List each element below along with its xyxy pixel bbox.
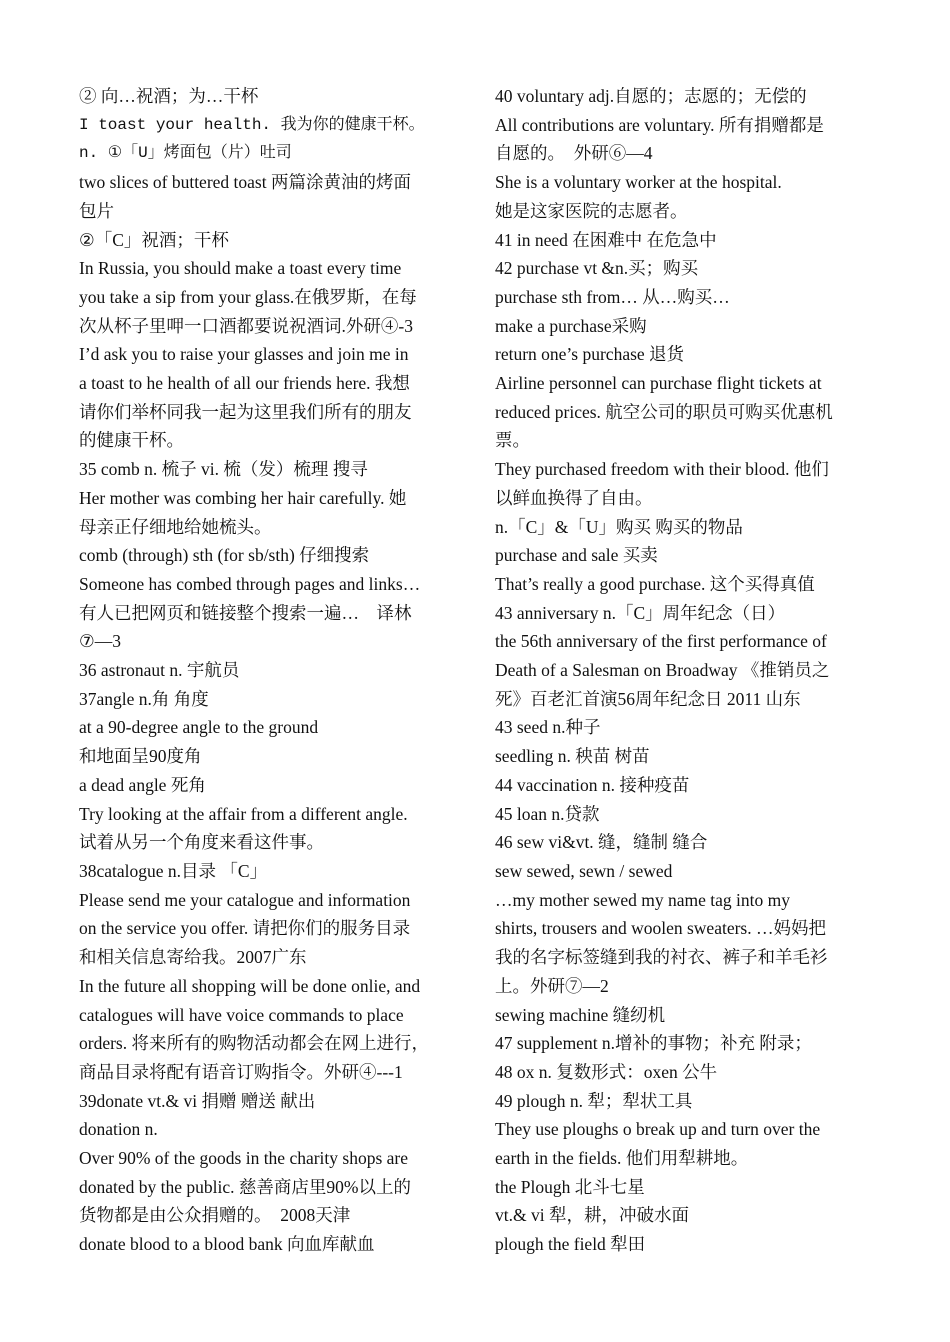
text-line: reduced prices. 航空公司的职员可购买优惠机 <box>495 401 833 422</box>
text-line: 和地面呈90度角 <box>79 746 202 767</box>
text-line: vt.& vi 犁，耕，冲破水面 <box>495 1205 689 1226</box>
text-line: 43 seed n.种子 <box>495 717 601 738</box>
text-line: 上。外研⑦—2 <box>495 975 609 996</box>
text-line: shirts, trousers and woolen sweaters. …妈妈把 <box>495 918 826 939</box>
text-line: 自愿的。 外研⑥—4 <box>495 143 653 164</box>
text-line: the 56th anniversary of the first performance of <box>495 631 827 652</box>
text-line: 45 loan n.贷款 <box>495 803 600 824</box>
text-line: 包片 <box>79 200 114 221</box>
text-line: 票。 <box>495 430 530 451</box>
text-line: 商品目录将配有语音订购指令。外研④---1 <box>79 1061 403 1082</box>
text-line: 40 voluntary adj.自愿的；志愿的；无偿的 <box>495 86 807 106</box>
text-line: ②「C」祝酒；干杯 <box>79 229 229 250</box>
text-line: 42 purchase vt &n.买；购买 <box>495 258 699 279</box>
text-line: 和相关信息寄给我。2007广东 <box>79 947 307 968</box>
text-line: 47 supplement n.增补的事物；补充 附录； <box>495 1033 812 1054</box>
text-line: Her mother was combing her hair carefully. 她 <box>79 487 407 508</box>
text-line: Someone has combed through pages and links… <box>79 573 421 594</box>
text-line: catalogues will have voice commands to place <box>79 1004 404 1025</box>
text-line: 她是这家医院的志愿者。 <box>495 200 688 221</box>
text-line: 41 in need 在困难中 在危急中 <box>495 229 717 250</box>
text-line: donate blood to a blood bank 向血库献血 <box>79 1234 375 1255</box>
text-line: 48 ox n. 复数形式：oxen 公牛 <box>495 1061 718 1082</box>
text-line: 有人已把网页和链接整个搜索一遍… 译林 <box>79 602 412 623</box>
text-line: 试着从另一个角度来看这件事。 <box>79 832 324 853</box>
text-line: return one’s purchase 退货 <box>495 344 685 365</box>
text-line: comb (through) sth (for sb/sth) 仔细搜索 <box>79 545 370 566</box>
text-line: They use ploughs o break up and turn over the <box>495 1119 821 1140</box>
text-line: n. ①「U」烤面包（片）吐司 <box>79 144 292 163</box>
text-line: make a purchase采购 <box>495 315 647 336</box>
text-line: That’s really a good purchase. 这个买得真值 <box>495 573 815 594</box>
text-line: orders. 将来所有的购物活动都会在网上进行， <box>79 1033 429 1054</box>
text-line: 46 sew vi&vt. 缝，缝制 缝合 <box>495 832 708 853</box>
text-line: Try looking at the affair from a different angle. <box>79 803 408 824</box>
text-line: purchase sth from… 从…购买… <box>495 286 730 307</box>
text-line: the Plough 北斗七星 <box>495 1176 645 1197</box>
text-line: All contributions are voluntary. 所有捐赠都是 <box>495 114 824 135</box>
text-line: In Russia, you should make a toast every time <box>79 258 402 279</box>
text-line: Please send me your catalogue and information <box>79 889 411 910</box>
text-line: 39donate vt.& vi 捐赠 赠送 献出 <box>79 1090 316 1111</box>
text-line: 死》百老汇首演56周年纪念日 2011 山东 <box>495 688 801 709</box>
text-line: n.「C」&「U」购买 购买的物品 <box>495 516 743 537</box>
text-line: sewing machine 缝纫机 <box>495 1004 666 1025</box>
text-line: 的健康干杯。 <box>79 430 184 451</box>
text-line: you take a sip from your glass.在俄罗斯，在每 <box>79 286 417 307</box>
text-line: 49 plough n. 犁；犁状工具 <box>495 1090 693 1111</box>
right-column <box>495 82 871 1259</box>
text-line: In the future all shopping will be done onlie, and <box>79 975 421 996</box>
text-line: two slices of buttered toast 两篇涂黄油的烤面 <box>79 172 411 193</box>
text-line: ② 向…祝酒；为…干杯 <box>79 86 259 106</box>
text-line: at a 90-degree angle to the ground <box>79 717 319 738</box>
text-line: She is a voluntary worker at the hospital. <box>495 172 782 193</box>
text-line: purchase and sale 买卖 <box>495 545 658 566</box>
text-line: Airline personnel can purchase flight tickets at <box>495 373 822 394</box>
text-line: 母亲正仔细地给她梳头。 <box>79 516 272 537</box>
text-line: donation n. <box>79 1119 158 1140</box>
text-line: sew sewed, sewn / sewed <box>495 860 673 881</box>
left-column <box>79 82 461 1259</box>
text-line: 以鲜血换得了自由。 <box>495 487 653 508</box>
text-line: 36 astronaut n. 宇航员 <box>79 660 240 681</box>
text-line: 次从杯子里呷一口酒都要说祝酒词.外研④-3 <box>79 315 413 336</box>
text-line: 货物都是由公众捐赠的。 2008天津 <box>79 1205 351 1226</box>
text-line: earth in the fields. 他们用犁耕地。 <box>495 1148 749 1169</box>
text-line: a toast to he health of all our friends here. 我想 <box>79 373 410 394</box>
text-line: seedling n. 秧苗 树苗 <box>495 746 650 767</box>
text-line: Death of a Salesman on Broadway 《推销员之 <box>495 660 830 681</box>
text-line: on the service you offer. 请把你们的服务目录 <box>79 918 411 939</box>
text-line: I’d ask you to raise your glasses and join me in <box>79 344 409 365</box>
text-line: ⑦—3 <box>79 631 121 652</box>
text-line: 43 anniversary n.「C」周年纪念（日） <box>495 602 786 623</box>
text-line: …my mother sewed my name tag into my <box>495 889 791 910</box>
text-line: a dead angle 死角 <box>79 774 206 795</box>
text-line: 35 comb n. 梳子 vi. 梳（发）梳理 搜寻 <box>79 459 368 480</box>
text-line: 我的名字标签缝到我的衬衣、裤子和羊毛衫 <box>495 947 828 968</box>
text-line: plough the field 犁田 <box>495 1234 646 1255</box>
text-line: 请你们举杯同我一起为这里我们所有的朋友 <box>79 401 412 422</box>
text-line: They purchased freedom with their blood. 他们 <box>495 459 829 480</box>
text-line: 37angle n.角 角度 <box>79 688 209 709</box>
text-line: 44 vaccination n. 接种疫苗 <box>495 774 690 795</box>
text-line: Over 90% of the goods in the charity shops are <box>79 1148 409 1169</box>
text-line: I toast your health. 我为你的健康干杯。 <box>79 115 425 134</box>
text-line: donated by the public. 慈善商店里90%以上的 <box>79 1176 411 1197</box>
text-line: 38catalogue n.目录 「C」 <box>79 860 268 881</box>
